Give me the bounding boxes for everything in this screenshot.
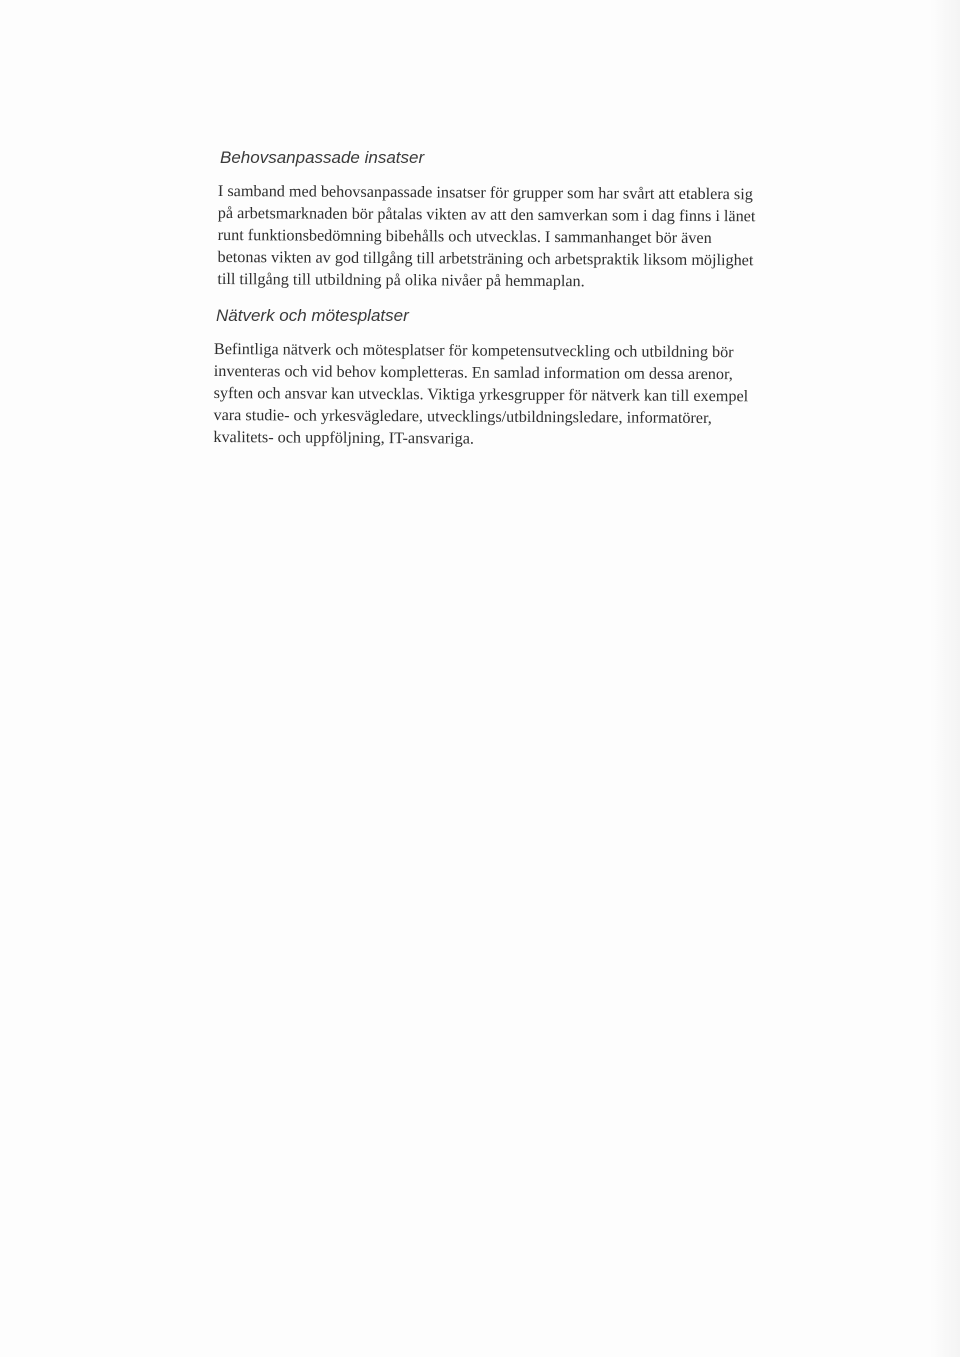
section-paragraph: I samband med behovsanpassade insatser för grupper som har svårt att etablera sig på arbetsmarknaden bör påtalas vikten av att den samverkan som i dag finns i länet runt funktionsbedömning bibehålls och utvecklas. I sammanhanget bör även betonas vikten av god tillgång till arbetsträning och arbetspraktik liksom möjlighet till tillgång till utbildning på olika nivåer på hemmaplan.	[217, 181, 756, 291]
scan-edge	[930, 0, 960, 1357]
section-natverk-och-motesplatser	[214, 306, 834, 448]
section-heading: Nätverk och mötesplatser	[216, 306, 409, 325]
section-behovsanpassade-insatser	[214, 148, 834, 290]
document-content	[214, 148, 834, 464]
section-paragraph: Befintliga nätverk och mötesplatser för kompetensutveckling och utbildning bör inventeras och vid behov kompletteras. En samlad information om dessa arenor, syften och ansvar kan utvecklas. Viktiga yrkesgrupper för nätverk kan till exempel vara studie- och yrkesvägledare, utvecklings/utbildningsledare, informatörer, kvalitets- och uppföljning, IT-ansvariga.	[213, 339, 749, 448]
section-heading: Behovsanpassade insatser	[220, 148, 425, 167]
